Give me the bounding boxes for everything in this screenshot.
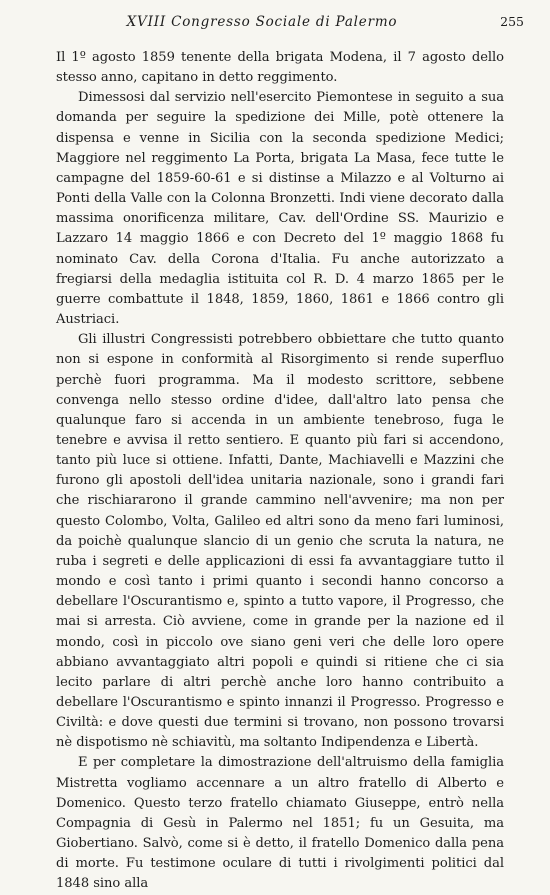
page-header bbox=[56, 14, 524, 38]
paragraph-mistretta-service: Dimessosi dal servizio nell'esercito Piemontese in seguito a sua domanda per seguire la spedizione dei Mille, potè ottenere la dispensa e venne in Sicilia con la seconda spedizione Medici; Maggiore nel reggimento La Porta, brigata La Masa, fece tutte le campagne del 1859-60-61 e si distinse a Milazzo e al Volturno ai Ponti della Valle con la Colonna Bronzetti. Indi viene decorato dalla massima onorificenza militare, Cav. dell'Ordine SS. Maurizio e Lazzaro 14 maggio 1866 e con Decreto del 1º maggio 1868 fu nominato Cav. della Corona d'Italia. Fu anche autorizzato a fregiarsi della medaglia istituita col R. D. 4 marzo 1865 per le guerre combattute il 1848, 1859, 1860, 1861 e 1866 contro gli Austriaci. bbox=[56, 90, 504, 328]
page-number: 255 bbox=[500, 14, 524, 29]
body-text bbox=[56, 48, 504, 895]
running-head: XVIII Congresso Sociale di Palermo bbox=[126, 14, 398, 30]
paragraph-congress-argument: Gli illustri Congressisti potrebbero obbiettare che tutto quanto non si espone in conformità al Risorgimento si rende superfluo perchè fuori programma. Ma il modesto scrittore, sebbene convenga nello stesso ordine d'idee, dall'altro lato pensa che qualunque faro si accenda in un ambiente tenebroso, fuga le tenebre e avvisa il retto sentiero. E quanto più fari si accendono, tanto più luce si ottiene. Infatti, Dante, Machiavelli e Mazzini che furono gli apostoli dell'idea unitaria nazionale, sono i grandi fari che rischiararono il grande cammino nell'avvenire; ma non per questo Colombo, Volta, Galileo ed altri sono da meno fari luminosi, da poichè qualunque slancio di un genio che scruta la natura, ne ruba i segreti e delle applicazioni di essi fa avvantaggiare tutto il mondo e così tanto i primi quanto i secondi hanno concorso a debellare l'Oscurantismo e, spinto a tutto vapore, il Progresso, che mai si arresta. Ciò avviene, come in grande per la nazione ed il mondo, così in piccolo ove siano geni veri che delle loro opere abbiano avvantaggiato altri popoli e quindi si ritiene che ci sia lecito parlare di altri perchè anche loro hanno contribuito a debellare l'Oscurantismo e spinto innanzi il Progresso. Progresso e Civiltà: e dove questi due termini si trovano, non possono trovarsi nè dispotismo nè schiavitù, ma soltanto Indipendenza e Libertà. bbox=[56, 332, 504, 751]
paragraph-giuseppe: E per completare la dimostrazione dell'altruismo della famiglia Mistretta vogliamo accennare a un altro fratello di Alberto e Domenico. Questo terzo fratello chiamato Giuseppe, entrò nella Compagnia di Gesù in Palermo nel 1851; fu un Gesuita, ma Giobertiano. Salvò, come si è detto, il fratello Domenico dalla pena di morte. Fu testimone oculare di tutti i rivolgimenti politici dal 1848 sino alla bbox=[56, 755, 504, 892]
paragraph-continuation: Il 1º agosto 1859 tenente della brigata Modena, il 7 agosto dello stesso anno, capitano in detto reggimento. bbox=[56, 50, 504, 86]
